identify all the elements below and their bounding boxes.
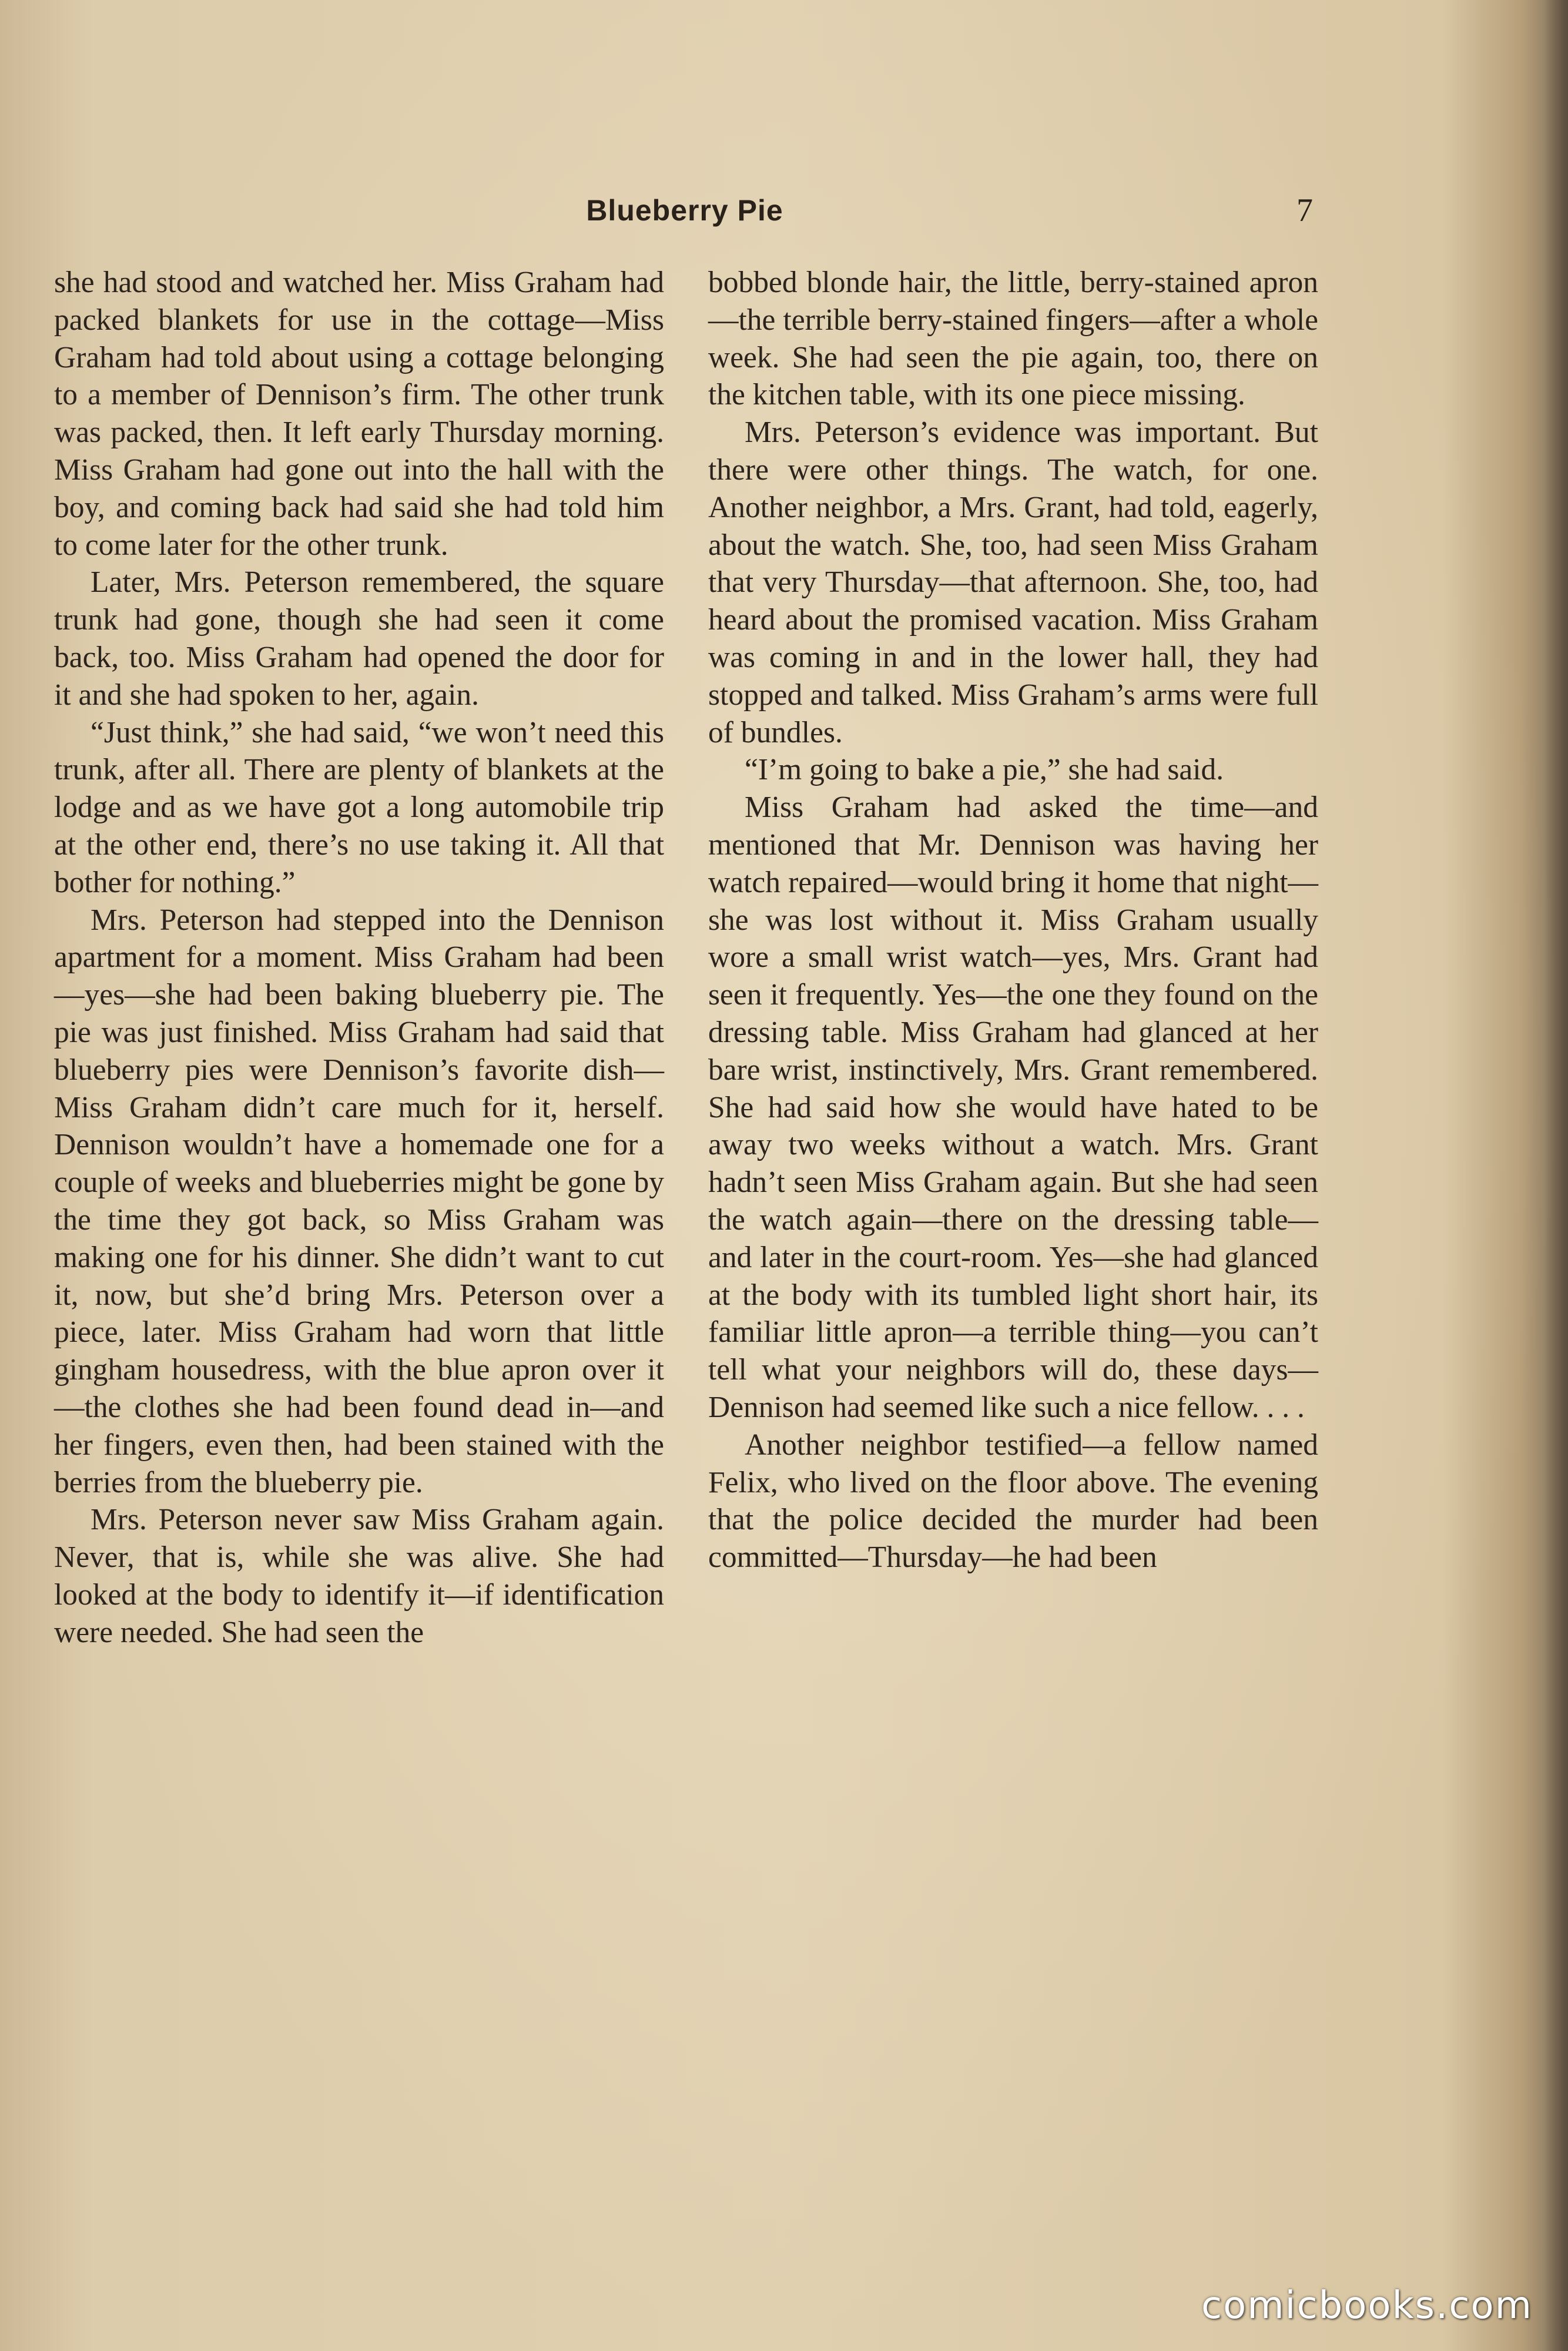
left-column: [54, 264, 664, 1651]
spine-shadow: [1544, 0, 1568, 2351]
paragraph: Mrs. Peterson’s evidence was important. But there were other things. The watch, for one. Another neighbor, a Mrs. Grant, had told, eagerly, about the watch. She, too, had seen Miss Graham that very Thursday—that afternoon. She, too, had heard about the promised vacation. Miss Graham was coming in and in the lower hall, they had stopped and talked. Miss Graham’s arms were full of bundles.: [708, 416, 1318, 749]
running-title: Blueberry Pie: [586, 194, 783, 227]
paragraph: bobbed blonde hair, the little, berry-stained apron—the terrible berry-stained fingers—after a whole week. She had seen the pie again, too, there on the kitchen table, with its one piece missing.: [708, 266, 1318, 412]
paragraph: Later, Mrs. Peterson remembered, the square trunk had gone, though she had seen it come back, too. Miss Graham had opened the door for it and she had spoken to her, again.: [54, 565, 664, 712]
paragraph: “Just think,” she had said, “we won’t need this trunk, after all. There are plenty of blankets at the lodge and as we have got a long automobile trip at the other end, there’s no use taking it. All that bother for nothing.”: [54, 715, 664, 899]
paragraph: Miss Graham had asked the time—and mentioned that Mr. Dennison was having her watch repaired—would bring it home that night—she was lost without it. Miss Graham usually wore a small wrist watch—yes, Mrs. Grant had seen it frequently. Yes—the one they found on the dressing table. Miss Graham had glanced at her bare wrist, instinctively, Mrs. Grant remembered. She had said how she would have hated to be away two weeks without a watch. Mrs. Grant hadn’t seen Miss Graham again. But she had seen the watch again—there on the dressing table—and later in the court-room. Yes—she had glanced at the body with its tumbled light short hair, its familiar little apron—a terrible thing—you can’t tell what your neighbors will do, these days—Dennison had seemed like such a nice fellow. . . .: [708, 791, 1318, 1424]
watermark: comicbooks.com: [1201, 2284, 1533, 2327]
paragraph: she had stood and watched her. Miss Graham had packed blankets for use in the cottage—Miss Graham had told about using a cottage belonging to a member of Dennison’s firm. The other trunk was packed, then. It left early Thursday morning. Miss Graham had gone out into the hall with the boy, and coming back had said she had told him to come later for the other trunk.: [54, 266, 664, 562]
paragraph: “I’m going to bake a pie,” she had said.: [745, 753, 1224, 787]
paragraph: Mrs. Peterson never saw Miss Graham again. Never, that is, while she was alive. She had looked at the body to identify it—if identification were needed. She had seen the: [54, 1503, 664, 1649]
paragraph: Mrs. Peterson had stepped into the Dennison apartment for a moment. Miss Graham had been—yes—she had been baking blueberry pie. The pie was just finished. Miss Graham had said that blueberry pies were Dennison’s favorite dish—Miss Graham didn’t care much for it, herself. Dennison wouldn’t have a homemade one for a couple of weeks and blueberries might be gone by the time they got back, so Miss Graham was making one for his dinner. She didn’t want to cut it, now, but she’d bring Mrs. Peterson over a piece, later. Miss Graham had worn that little gingham housedress, with the blue apron over it—the clothes she had been found dead in—and her fingers, even then, had been stained with the berries from the blueberry pie.: [54, 903, 664, 1499]
running-head: [0, 187, 1568, 234]
right-column: [708, 264, 1318, 1576]
page-number: 7: [1296, 192, 1313, 229]
paragraph: Another neighbor testified—a fellow named Felix, who lived on the floor above. The evening that the police decided the murder had been committed—Thursday—he had been: [708, 1428, 1318, 1575]
